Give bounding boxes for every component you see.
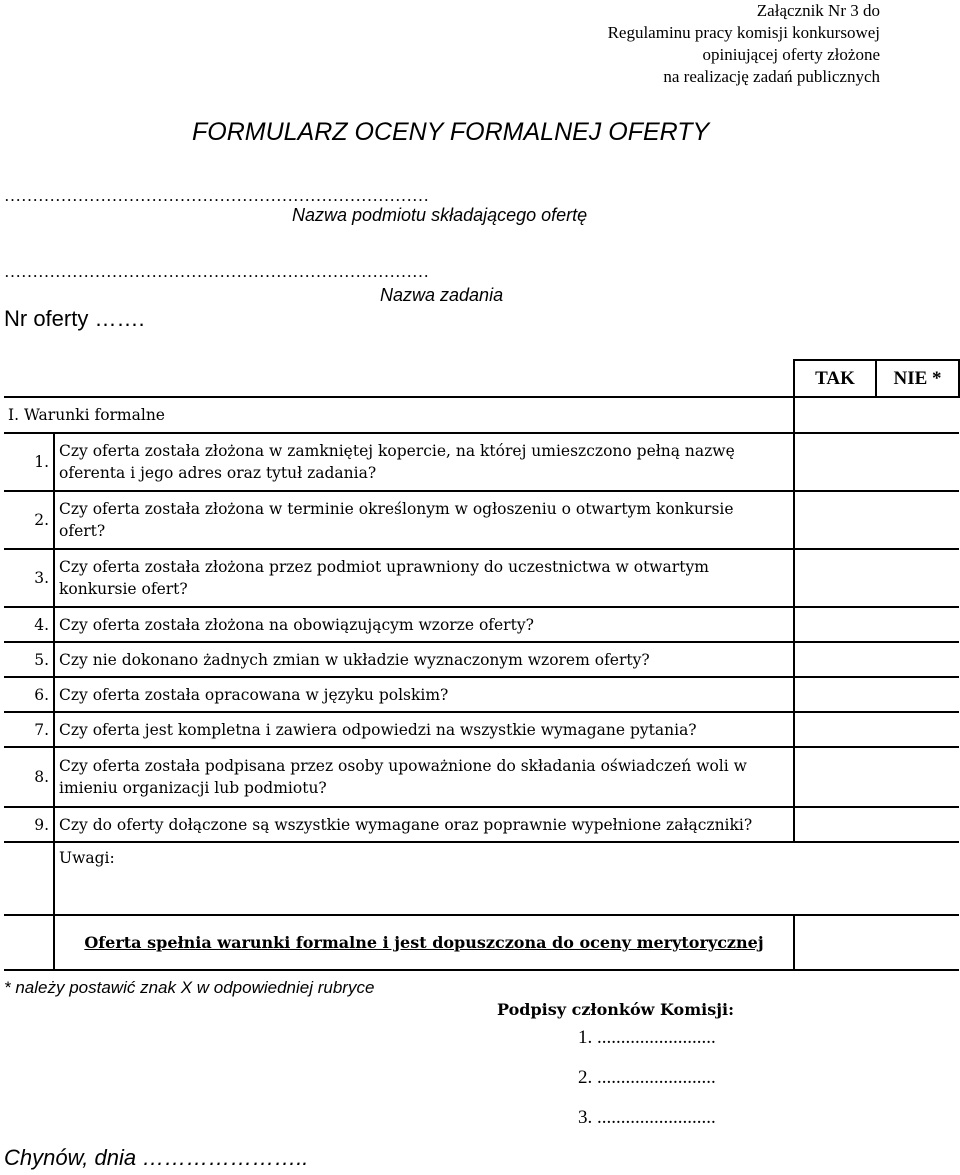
row-number: 5. xyxy=(4,642,54,677)
question-line: Czy oferta została złożona w zamkniętej kopercie, na której umieszczono pełną nazwę xyxy=(59,442,735,460)
table-row xyxy=(4,677,959,712)
subject-name-field[interactable]: ………………………………………………………………… xyxy=(4,186,429,205)
attachment-line: Załącznik Nr 3 do xyxy=(756,1,880,20)
answer-cell[interactable] xyxy=(794,642,959,677)
remarks-row xyxy=(4,842,959,915)
table-row xyxy=(4,807,959,842)
section-title: I. Warunki formalne xyxy=(4,397,794,433)
remarks-field[interactable]: Uwagi: xyxy=(54,842,959,915)
row-question xyxy=(54,433,794,491)
question-line: oferenta i jego adres oraz tytuł zadania? xyxy=(59,464,377,482)
summary-blank-cell xyxy=(4,915,54,970)
attachment-line: na realizację zadań publicznych xyxy=(663,67,880,86)
table-row xyxy=(4,747,959,807)
section-row xyxy=(4,397,959,433)
answer-cell[interactable] xyxy=(794,491,959,549)
answer-cell[interactable] xyxy=(794,807,959,842)
attachment-note xyxy=(480,0,880,88)
table-row xyxy=(4,642,959,677)
column-header-yes: TAK xyxy=(794,360,876,397)
row-number: 6. xyxy=(4,677,54,712)
row-number: 4. xyxy=(4,607,54,642)
table-row xyxy=(4,549,959,607)
question-line: imieniu organizacji lub podmiotu? xyxy=(59,779,327,797)
row-number: 8. xyxy=(4,747,54,807)
row-number: 7. xyxy=(4,712,54,747)
row-question: Czy do oferty dołączone są wszystkie wymagane oraz poprawnie wypełnione załączniki? xyxy=(54,807,794,842)
row-question: Czy oferta została opracowana w języku polskim? xyxy=(54,677,794,712)
section-blank-cell xyxy=(794,397,959,433)
answer-cell[interactable] xyxy=(794,549,959,607)
answer-cell[interactable] xyxy=(794,433,959,491)
form-title: FORMULARZ OCENY FORMALNEJ OFERTY xyxy=(192,118,710,146)
attachment-line: Regulaminu pracy komisji konkursowej xyxy=(607,23,880,42)
table-header-row xyxy=(4,360,959,397)
answer-cell[interactable] xyxy=(794,747,959,807)
signatures-heading: Podpisy członków Komisji: xyxy=(497,1000,735,1019)
signature-line[interactable]: 3. ......................... xyxy=(578,1107,716,1128)
table-row xyxy=(4,607,959,642)
task-name-caption: Nazwa zadania xyxy=(380,285,504,305)
question-line: ofert? xyxy=(59,522,106,540)
row-number: 3. xyxy=(4,549,54,607)
question-line: Czy oferta została złożona przez podmiot uprawniony do uczestnictwa w otwartym xyxy=(59,558,709,576)
summary-answer-cell[interactable] xyxy=(794,915,959,970)
attachment-line: opiniującej oferty złożone xyxy=(702,45,880,64)
answer-cell[interactable] xyxy=(794,712,959,747)
answer-cell[interactable] xyxy=(794,677,959,712)
offer-number-field[interactable]: Nr oferty ……. xyxy=(4,306,145,331)
table-row xyxy=(4,712,959,747)
signature-line[interactable]: 2. ......................... xyxy=(578,1067,716,1088)
footnote: * należy postawić znak X w odpowiedniej rubryce xyxy=(4,978,375,997)
row-question: Czy nie dokonano żadnych zmian w układzie wyznaczonym wzorem oferty? xyxy=(54,642,794,677)
date-line[interactable]: Chynów, dnia ………………….. xyxy=(4,1145,309,1170)
subject-name-caption: Nazwa podmiotu składającego ofertę xyxy=(292,205,588,225)
row-number: 2. xyxy=(4,491,54,549)
summary-row xyxy=(4,915,959,970)
column-header-no: NIE * xyxy=(876,360,959,397)
signature-line[interactable]: 1. ......................... xyxy=(578,1027,716,1048)
question-line: Czy oferta została złożona w terminie określonym w ogłoszeniu o otwartym konkursie xyxy=(59,500,734,518)
question-line: Czy oferta została podpisana przez osoby upoważnione do składania oświadczeń woli w xyxy=(59,757,747,775)
row-question: Czy oferta jest kompletna i zawiera odpowiedzi na wszystkie wymagane pytania? xyxy=(54,712,794,747)
formal-conditions-table xyxy=(4,359,960,971)
row-question xyxy=(54,491,794,549)
row-number: 9. xyxy=(4,807,54,842)
row-number: 1. xyxy=(4,433,54,491)
question-line: konkursie ofert? xyxy=(59,580,188,598)
answer-cell[interactable] xyxy=(794,607,959,642)
row-question xyxy=(54,747,794,807)
row-question xyxy=(54,549,794,607)
task-name-field[interactable]: ………………………………………………………………… xyxy=(4,262,429,281)
table-row xyxy=(4,433,959,491)
header-blank-cell xyxy=(4,360,794,397)
remarks-blank-cell xyxy=(4,842,54,915)
table-row xyxy=(4,491,959,549)
row-question: Czy oferta została złożona na obowiązującym wzorze oferty? xyxy=(54,607,794,642)
summary-text: Oferta spełnia warunki formalne i jest dopuszczona do oceny merytorycznej xyxy=(54,915,794,970)
